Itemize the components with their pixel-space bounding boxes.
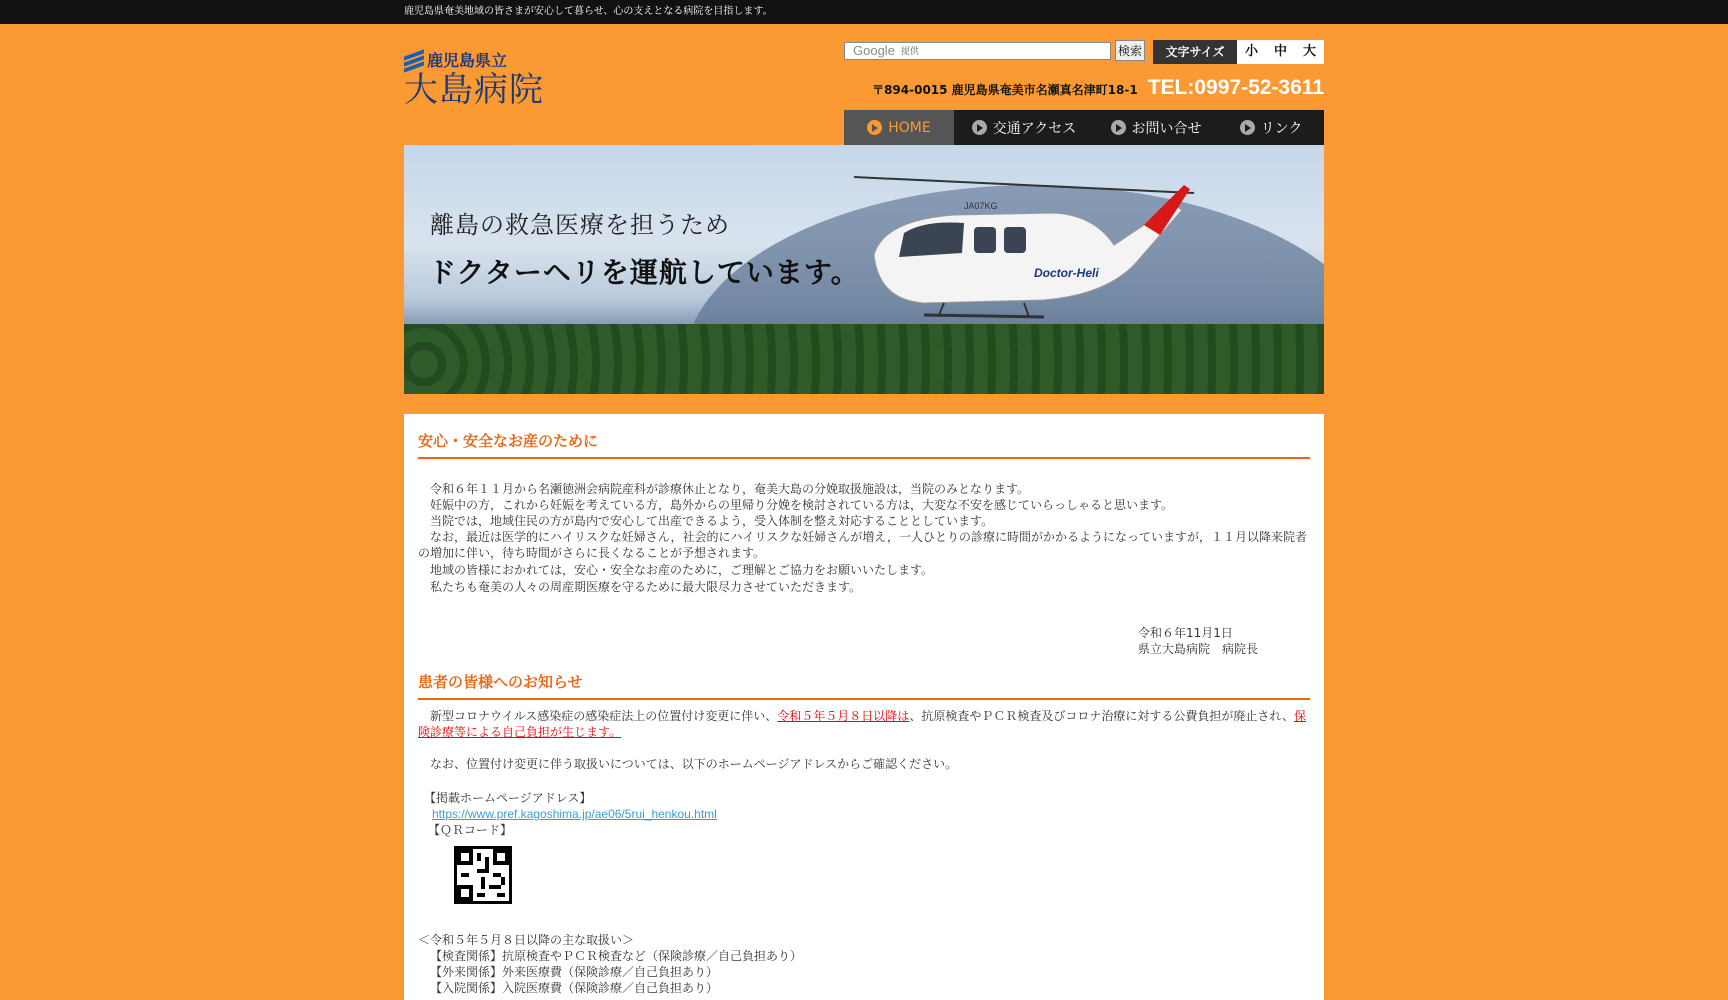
signature-name: 県立大島病院 病院長	[1138, 642, 1259, 656]
handling-item: 【外来関係】外来医療費（保険診療／自己負担あり）	[430, 965, 719, 979]
search-button[interactable]: 検索	[1115, 40, 1145, 61]
paragraph: 地域の皆様におかれては，安心・安全なお産のために，ご理解とご協力をお願いいたします。	[418, 563, 934, 577]
logo-prefecture-text: 鹿児島県立	[427, 50, 508, 70]
paragraph: 妊娠中の方，これから妊娠を考えている方，島外からの里帰り分娩を検討されている方は，大変な不安を感じていらっしゃると思います。	[418, 498, 1174, 512]
nav-item-links[interactable]	[1218, 110, 1324, 145]
nav-item-contact[interactable]	[1094, 110, 1218, 145]
font-size-small-button[interactable]: 小	[1237, 40, 1266, 64]
search-provided-text: 提供	[900, 47, 919, 57]
signature-date: 令和６年11月1日	[1138, 626, 1233, 640]
hero-banner	[404, 145, 1324, 394]
font-size-label: 文字サイズ	[1153, 40, 1237, 64]
section-title-safe-birth: 安心・安全なお産のために	[418, 430, 1310, 459]
paragraph: 私たちも奄美の人々の周産期医療を守るために最大限尽力させていただきます。	[418, 580, 862, 594]
arrow-right-icon	[1111, 120, 1126, 135]
url-line	[418, 806, 1310, 822]
signature-block	[418, 625, 1310, 657]
heli-marking: Doctor-Heli	[1034, 266, 1099, 280]
arrow-right-icon	[867, 120, 882, 135]
pref-url-link[interactable]: https://www.pref.kagoshima.jp/ae06/5rui_henkou.html	[432, 807, 717, 821]
nav-label: 交通アクセス	[992, 120, 1077, 137]
notice-paragraph: なお、位置付け変更に伴う取扱いについては、以下のホームページアドレスからご確認ください。	[418, 757, 958, 771]
text-span: 、抗原検査やＰＣＲ検査及びコロナ治療に対する公費負担が廃止され、	[909, 709, 1295, 723]
qr-code-icon	[454, 846, 512, 904]
nav-item-home[interactable]	[844, 110, 954, 145]
page-wrapper	[404, 24, 1324, 1000]
paragraph: 令和６年１１月から名瀬徳洲会病院産科が診療休止となり，奄美大島の分娩取扱施設は，当院のみとなります。	[418, 482, 1030, 496]
nav-label: HOME	[888, 119, 931, 136]
main-content	[404, 414, 1324, 1000]
logo-small-line	[404, 48, 544, 70]
hero-headline-1: 離島の救急医療を担うため	[430, 211, 730, 239]
arrow-right-icon	[972, 120, 987, 135]
qr-label: 【ＱＲコード】	[428, 823, 513, 837]
arrow-right-icon	[1240, 120, 1255, 135]
url-label: 【掲載ホームページアドレス】	[424, 791, 592, 805]
font-size-medium-button[interactable]: 中	[1266, 40, 1295, 64]
safe-birth-text	[418, 481, 1310, 595]
notice-text	[418, 708, 1310, 996]
logo-hospital-name: 大島病院	[404, 70, 544, 110]
contact-info	[872, 76, 1324, 100]
paragraph: 当院では，地域住民の方が島内で安心して出産できるよう，受入体制を整え対応することとしています。	[418, 514, 994, 528]
hospital-logo[interactable]	[404, 48, 544, 110]
header	[404, 24, 1324, 145]
handling-item: 【検査関係】抗原検査やＰＣＲ検査など（保険診療／自己負担あり）	[430, 949, 803, 963]
phone-number: TEL:0997-52-3611	[1147, 76, 1324, 99]
hero-headline-2: ドクターヘリを運航しています。	[428, 256, 860, 289]
nav-label: お問い合せ	[1131, 120, 1202, 137]
after-title: ＜令和５年５月８日以降の主な取扱い＞	[418, 933, 635, 947]
prefecture-mark-icon	[404, 50, 424, 68]
font-size-switcher	[1153, 40, 1324, 64]
google-logo: Google	[853, 43, 895, 58]
helicopter-icon	[844, 165, 1204, 365]
section-title-notice: 患者の皆様へのお知らせ	[418, 671, 1310, 700]
site-search	[844, 40, 1145, 61]
heli-registration: JA07KG	[964, 201, 998, 211]
paragraph: なお，最近は医学的にハイリスクな妊婦さん，社会的にハイリスクな妊婦さんが増え，一人ひとりの診療に時間がかかるようになっていますが，１１月以降来院者の増加に伴い，待ち時間がさらに長くなることが予想されます。	[418, 530, 1307, 560]
top-bar	[0, 0, 1728, 24]
self-pay-link[interactable]: 保険診療等による自己負担が生じます。	[418, 709, 1307, 739]
handling-item: 【入院関係】入院医療費（保険診療／自己負担あり）	[430, 981, 719, 995]
date-link[interactable]: 令和５年５月８日以降は	[777, 709, 910, 723]
notice-section	[418, 671, 1310, 996]
address-text: 〒894-0015 鹿児島県奄美市名瀬真名津町18-1	[872, 83, 1138, 97]
tagline: 鹿児島県奄美地域の皆さまが安心して暮らせ、心の支えとなる病院を目指します。	[404, 6, 773, 17]
font-size-large-button[interactable]: 大	[1295, 40, 1324, 64]
nav-item-access[interactable]	[954, 110, 1094, 145]
nav-label: リンク	[1260, 120, 1303, 137]
notice-paragraph	[418, 708, 1310, 740]
main-nav	[844, 110, 1324, 145]
text-span: 新型コロナウイルス感染症の感染症法上の位置付け変更に伴い、	[418, 709, 778, 723]
search-input[interactable]	[844, 42, 1111, 60]
